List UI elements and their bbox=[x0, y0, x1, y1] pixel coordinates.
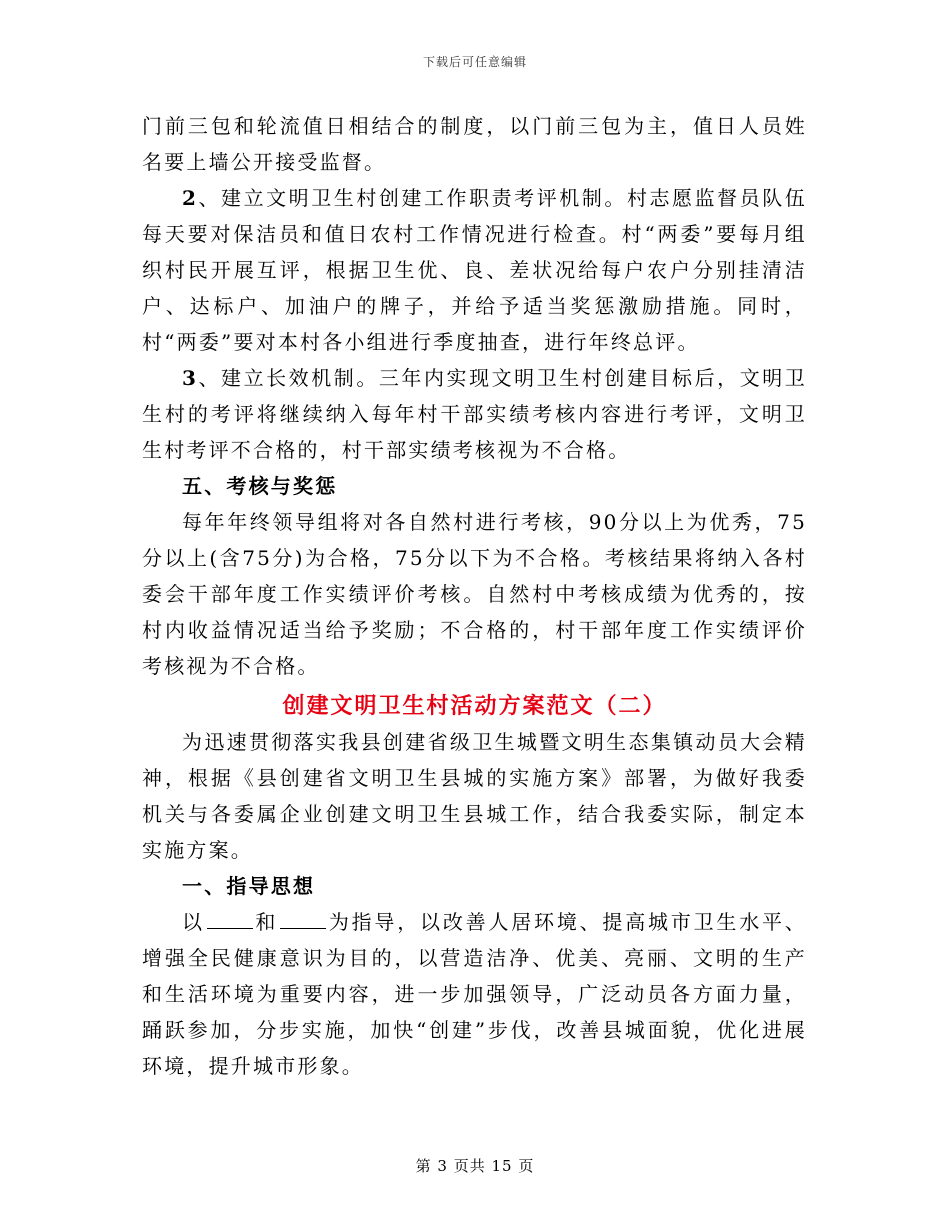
paragraph-intro: 为迅速贯彻落实我县创建省级卫生城暨文明生态集镇动员大会精神，根据《县创建省文明卫生县城的实施方案》部署，为做好我委机关与各委属企业创建文明卫生县城工作，结合我委实际，制定本实施方案。 bbox=[142, 730, 807, 862]
guidance-text-rest: 为指导，以改善人居环境、提高城市卫生水平、增强全民健康意识为目的，以营造洁净、优美、亮丽、文明的生产和生活环境为重要内容，进一步加强领导，广泛动员各方面力量，踊跃参加，分步实施，加快“创建”步伐，改善县城面貌，优化进展环境，提升城市形象。 bbox=[142, 910, 808, 1078]
guidance-text-and: 和 bbox=[254, 910, 279, 934]
item-number: 2 bbox=[182, 186, 199, 210]
item-number: 3 bbox=[182, 366, 199, 390]
section-heading-guidance: 一、指导思想 bbox=[182, 874, 316, 898]
header-note: 下载后可任意编辑 bbox=[422, 55, 527, 69]
blank-line bbox=[207, 910, 253, 929]
paragraph-guidance bbox=[142, 904, 807, 1084]
blank-line bbox=[280, 910, 326, 929]
paragraph-text: 、建立长效机制。三年内实现文明卫生村创建目标后，文明卫生村的考评将继续纳入每年村干部实绩考核内容进行考评，文明卫生村考评不合格的，村干部实绩考核视为不合格。 bbox=[142, 366, 807, 462]
paragraph-continuation: 门前三包和轮流值日相结合的制度，以门前三包为主，值日人员姓名要上墙公开接受监督。 bbox=[142, 114, 807, 174]
section-heading-assessment: 五、考核与奖惩 bbox=[182, 474, 338, 498]
paragraph-assessment: 每年年终领导组将对各自然村进行考核，90分以上为优秀，75分以上(含75分)为合格，75分以下为不合格。考核结果将纳入各村委会干部年度工作实绩评价考核。自然村中考核成绩为优秀的，按村内收益情况适当给予奖励；不合格的，村干部年度工作实绩评价考核视为不合格。 bbox=[142, 510, 807, 678]
paragraph-item-2 bbox=[142, 180, 807, 360]
paragraph-text: 、建立文明卫生村创建工作职责考评机制。村志愿监督员队伍每天要对保洁员和值日农村工作情况进行检查。村“两委”要每月组织村民开展互评，根据卫生优、良、差状况给每户农户分别挂清洁户、达标户、加油户的牌子，并给予适当奖惩激励措施。同时，村“两委”要对本村各小组进行季度抽查，进行年终总评。 bbox=[142, 186, 807, 354]
page-footer: 第 3 页共 15 页 bbox=[415, 1157, 535, 1175]
document-body bbox=[142, 108, 807, 1084]
guidance-text-start: 以 bbox=[182, 910, 205, 934]
section-title: 创建文明卫生村活动方案范文（二） bbox=[282, 693, 667, 719]
paragraph-item-3 bbox=[142, 360, 807, 468]
